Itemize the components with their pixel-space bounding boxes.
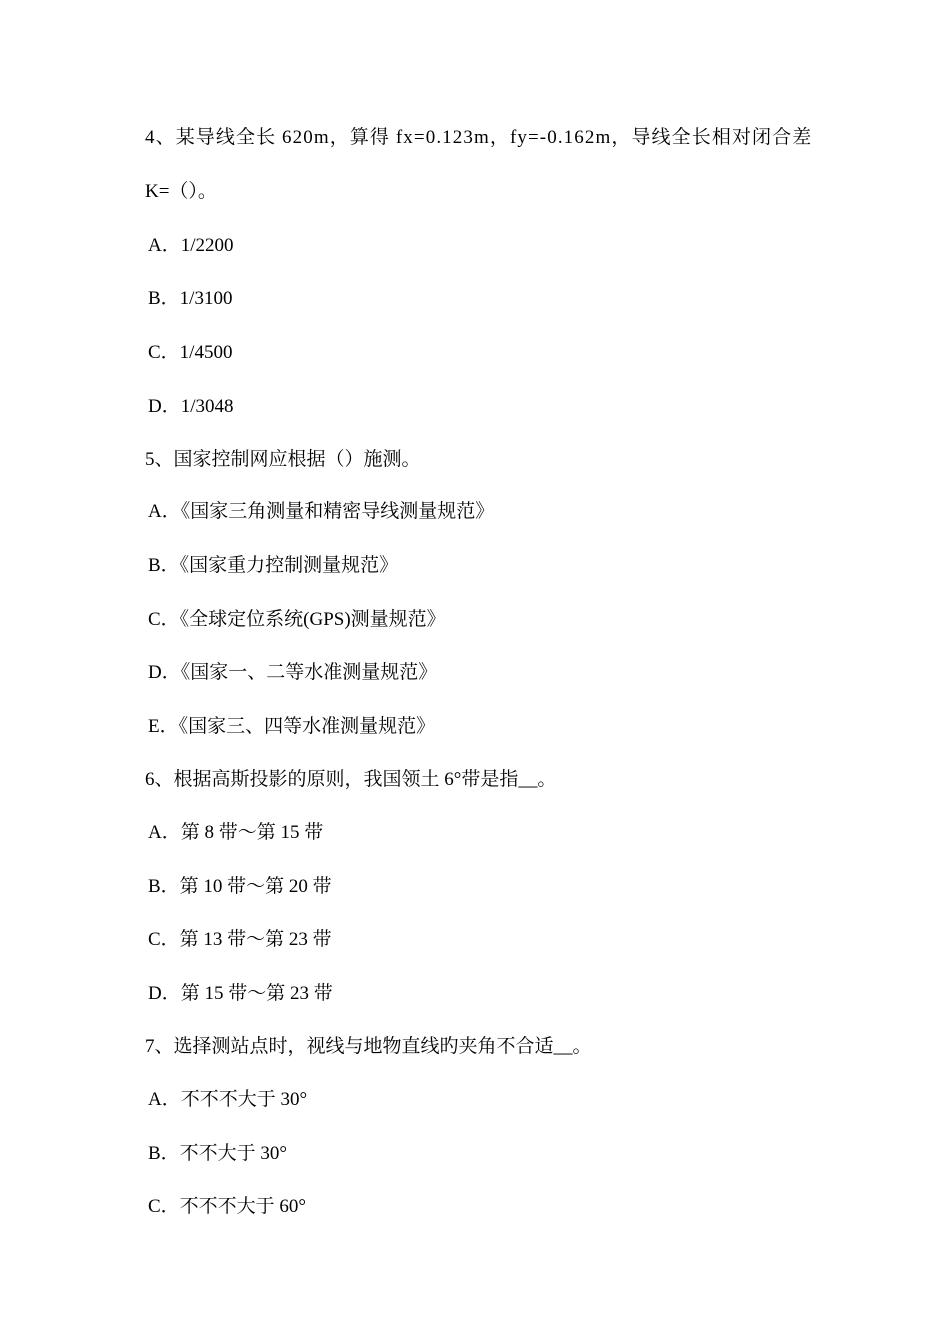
- question-6-option-c: C．第 13 带～第 23 带: [148, 929, 332, 950]
- question-7-stem: 7、选择测站点时，视线与地物直线旳夹角不合适__。: [145, 1036, 592, 1057]
- question-6-option-b: B．第 10 带～第 20 带: [148, 876, 332, 897]
- question-4-option-c: C．1/4500: [148, 342, 233, 363]
- question-5-option-c: C．《全球定位系统(GPS)测量规范》: [148, 609, 446, 630]
- question-5-option-b: B．《国家重力控制测量规范》: [148, 555, 399, 576]
- question-6-option-a: A．第 8 带～第 15 带: [148, 822, 324, 843]
- question-4-stem-line-1: 4、某导线全长 620m，算得 fx=0.123m，fy=-0.162m，导线全长相对闭合差: [145, 127, 813, 148]
- question-7-option-b: B．不不大于 30°: [148, 1143, 288, 1164]
- question-4-stem-line-2: K=（）。: [145, 181, 217, 202]
- question-5-stem: 5、国家控制网应根据（）施测。: [145, 449, 421, 470]
- question-4-option-d: D．1/3048: [148, 396, 234, 417]
- question-6-option-d: D．第 15 带～第 23 带: [148, 983, 333, 1004]
- question-4-option-b: B．1/3100: [148, 288, 233, 309]
- question-5-option-d: D．《国家一、二等水准测量规范》: [148, 662, 438, 683]
- question-6-stem: 6、根据高斯投影的原则，我国领土 6°带是指__。: [145, 769, 557, 790]
- question-5-option-a: A．《国家三角测量和精密导线测量规范》: [148, 501, 495, 522]
- question-7-option-c: C．不不不大于 60°: [148, 1196, 307, 1217]
- question-7-option-a: A．不不不大于 30°: [148, 1089, 308, 1110]
- question-4-option-a: A．1/2200: [148, 235, 234, 256]
- question-5-option-e: E．《国家三、四等水准测量规范》: [148, 716, 436, 737]
